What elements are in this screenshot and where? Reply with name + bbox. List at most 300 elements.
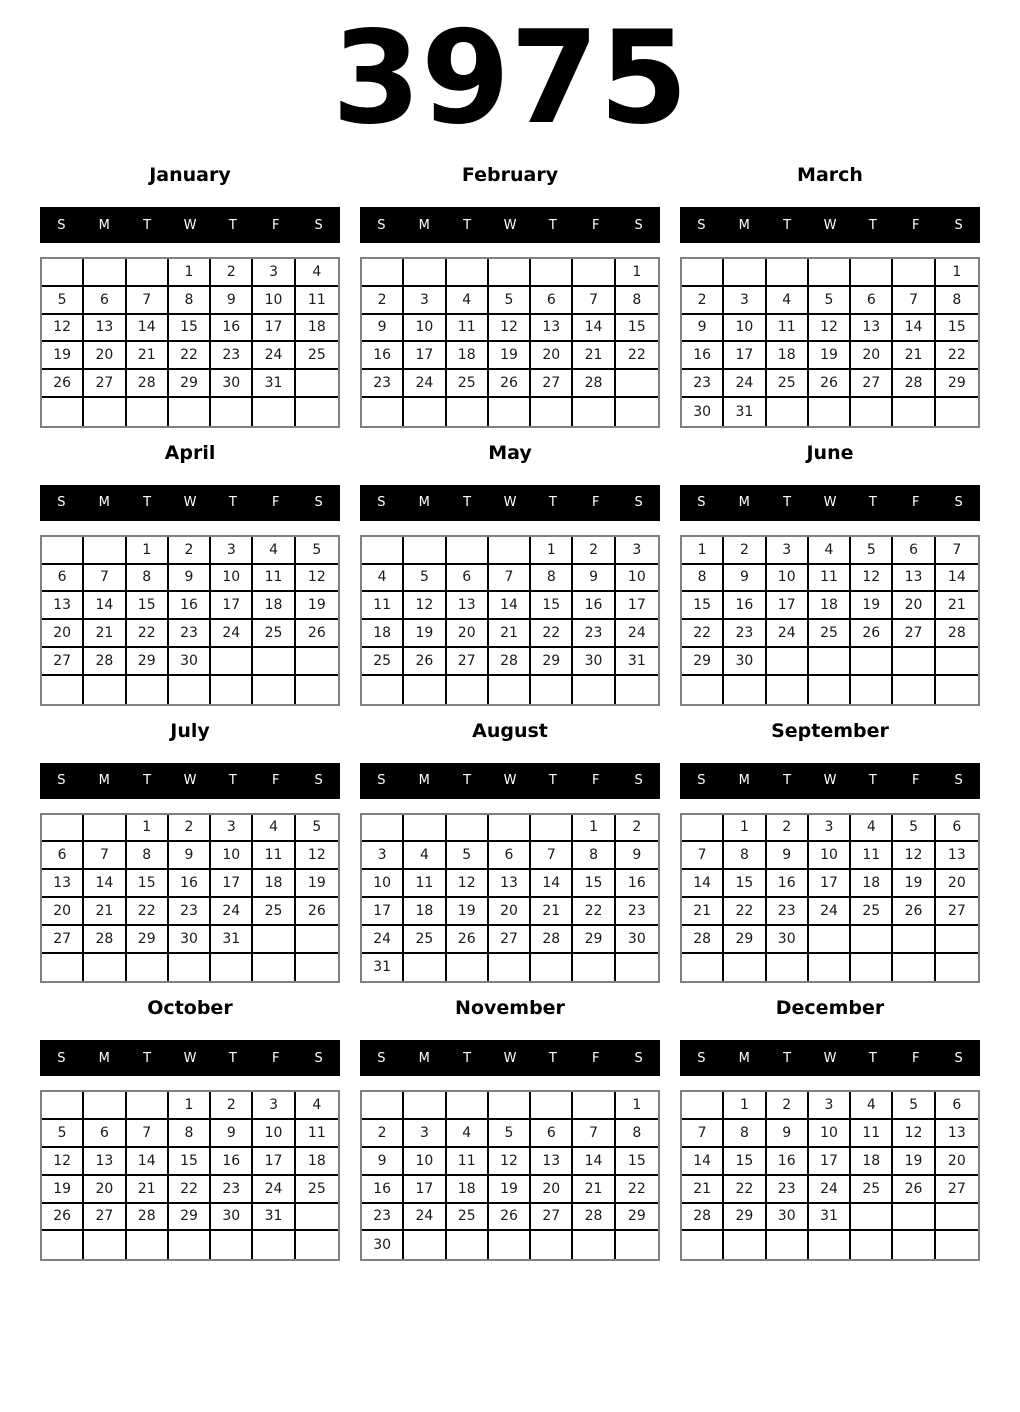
day-cell: 6 xyxy=(936,815,978,843)
weekday-header-row xyxy=(680,207,980,243)
day-cell-empty xyxy=(531,954,573,982)
day-cell: 5 xyxy=(893,1092,935,1120)
weekday-label: T xyxy=(783,217,792,233)
day-cell: 12 xyxy=(893,842,935,870)
day-cell: 23 xyxy=(724,620,766,648)
day-cell: 9 xyxy=(211,287,253,315)
day-cell: 21 xyxy=(127,342,169,370)
day-cell: 22 xyxy=(724,898,766,926)
day-cell: 3 xyxy=(404,1120,446,1148)
day-cell: 25 xyxy=(767,370,809,398)
day-cell: 21 xyxy=(489,620,531,648)
day-cell: 23 xyxy=(616,898,658,926)
weekday-label: F xyxy=(591,773,600,789)
day-cell: 7 xyxy=(682,842,724,870)
day-cell: 22 xyxy=(127,620,169,648)
day-cell: 11 xyxy=(253,842,295,870)
weekday-label: T xyxy=(868,495,877,511)
day-cell: 19 xyxy=(851,592,893,620)
day-cell: 22 xyxy=(169,342,211,370)
weekday-label: S xyxy=(634,217,643,233)
day-cell: 3 xyxy=(253,1092,295,1120)
day-cell: 16 xyxy=(724,592,766,620)
day-cell: 22 xyxy=(573,898,615,926)
day-cell: 26 xyxy=(296,620,338,648)
day-cell: 18 xyxy=(851,870,893,898)
day-grid xyxy=(680,535,980,706)
weekday-label: F xyxy=(271,217,280,233)
day-cell-empty xyxy=(127,676,169,704)
day-cell-empty xyxy=(682,1092,724,1120)
day-cell: 28 xyxy=(682,1204,724,1232)
day-cell: 26 xyxy=(809,370,851,398)
day-cell-empty xyxy=(616,1231,658,1259)
day-cell: 1 xyxy=(616,259,658,287)
day-cell: 20 xyxy=(489,898,531,926)
day-cell: 5 xyxy=(296,815,338,843)
day-cell: 2 xyxy=(362,287,404,315)
day-cell-empty xyxy=(404,398,446,426)
day-cell: 21 xyxy=(84,898,126,926)
weekday-label: W xyxy=(503,495,517,511)
day-cell: 27 xyxy=(84,1204,126,1232)
day-cell: 6 xyxy=(42,842,84,870)
day-cell-empty xyxy=(84,537,126,565)
day-cell: 14 xyxy=(682,1148,724,1176)
day-cell: 31 xyxy=(253,1204,295,1232)
day-cell: 4 xyxy=(296,1092,338,1120)
day-cell-empty xyxy=(893,398,935,426)
day-cell-empty xyxy=(362,1092,404,1120)
day-cell: 18 xyxy=(447,342,489,370)
day-cell: 1 xyxy=(616,1092,658,1120)
day-cell: 29 xyxy=(127,648,169,676)
day-cell-empty xyxy=(936,1231,978,1259)
day-cell: 8 xyxy=(573,842,615,870)
day-cell: 7 xyxy=(531,842,573,870)
weekday-label: M xyxy=(98,217,110,233)
day-cell-empty xyxy=(682,259,724,287)
day-cell: 20 xyxy=(851,342,893,370)
day-cell: 5 xyxy=(489,287,531,315)
weekday-label: T xyxy=(463,1050,472,1066)
day-cell: 18 xyxy=(253,870,295,898)
day-cell: 20 xyxy=(447,620,489,648)
day-cell: 7 xyxy=(573,1120,615,1148)
day-cell: 30 xyxy=(724,648,766,676)
month-august xyxy=(360,721,660,984)
day-cell: 22 xyxy=(936,342,978,370)
day-cell: 8 xyxy=(127,565,169,593)
weekday-label: S xyxy=(954,1050,963,1066)
day-cell: 27 xyxy=(447,648,489,676)
day-cell: 15 xyxy=(936,315,978,343)
day-cell: 4 xyxy=(296,259,338,287)
day-cell: 24 xyxy=(404,1204,446,1232)
day-cell: 18 xyxy=(809,592,851,620)
weekday-label: M xyxy=(418,1050,430,1066)
day-cell: 15 xyxy=(169,1148,211,1176)
weekday-label: T xyxy=(463,495,472,511)
day-cell-empty xyxy=(682,954,724,982)
day-cell: 9 xyxy=(169,565,211,593)
weekday-label: M xyxy=(738,495,750,511)
day-cell-empty xyxy=(127,1231,169,1259)
day-cell: 13 xyxy=(42,592,84,620)
day-cell: 13 xyxy=(851,315,893,343)
weekday-label: T xyxy=(868,217,877,233)
weekday-label: S xyxy=(954,773,963,789)
day-cell-empty xyxy=(447,1092,489,1120)
day-cell-empty xyxy=(296,370,338,398)
day-cell: 15 xyxy=(724,1148,766,1176)
day-cell: 27 xyxy=(489,926,531,954)
day-cell: 29 xyxy=(169,1204,211,1232)
day-cell: 30 xyxy=(767,926,809,954)
day-cell-empty xyxy=(936,398,978,426)
day-cell: 7 xyxy=(682,1120,724,1148)
month-title: September xyxy=(771,719,889,742)
day-cell: 19 xyxy=(42,1176,84,1204)
weekday-header-row xyxy=(360,1040,660,1076)
weekday-label: T xyxy=(463,217,472,233)
month-april xyxy=(40,443,340,706)
day-cell: 19 xyxy=(893,870,935,898)
day-cell-empty xyxy=(42,259,84,287)
day-cell-empty xyxy=(127,259,169,287)
day-cell-empty xyxy=(936,954,978,982)
day-cell-empty xyxy=(84,815,126,843)
day-cell: 20 xyxy=(84,1176,126,1204)
day-cell: 10 xyxy=(404,315,446,343)
weekday-label: T xyxy=(548,217,557,233)
day-cell: 8 xyxy=(169,287,211,315)
day-cell-empty xyxy=(489,954,531,982)
day-cell: 25 xyxy=(447,370,489,398)
day-cell-empty xyxy=(447,815,489,843)
day-cell: 24 xyxy=(253,342,295,370)
day-cell-empty xyxy=(851,259,893,287)
day-cell: 22 xyxy=(127,898,169,926)
day-cell: 6 xyxy=(84,287,126,315)
weekday-label: S xyxy=(634,495,643,511)
day-cell: 5 xyxy=(296,537,338,565)
day-cell: 20 xyxy=(531,342,573,370)
weekday-label: F xyxy=(271,1050,280,1066)
day-cell-empty xyxy=(404,954,446,982)
day-cell-empty xyxy=(851,954,893,982)
day-cell-empty xyxy=(296,954,338,982)
day-cell-empty xyxy=(404,676,446,704)
month-july xyxy=(40,721,340,984)
day-grid xyxy=(680,1090,980,1261)
weekday-label: T xyxy=(783,495,792,511)
day-cell: 31 xyxy=(616,648,658,676)
day-cell: 15 xyxy=(616,315,658,343)
weekday-label: T xyxy=(228,773,237,789)
day-cell: 19 xyxy=(893,1148,935,1176)
day-cell-empty xyxy=(809,926,851,954)
day-cell: 26 xyxy=(296,898,338,926)
weekday-label: M xyxy=(98,495,110,511)
weekday-header-row xyxy=(40,763,340,799)
day-cell: 27 xyxy=(42,926,84,954)
weekday-label: F xyxy=(271,495,280,511)
day-cell: 14 xyxy=(893,315,935,343)
day-cell-empty xyxy=(724,259,766,287)
day-cell: 17 xyxy=(253,1148,295,1176)
day-cell: 21 xyxy=(893,342,935,370)
month-january xyxy=(40,165,340,428)
day-cell-empty xyxy=(936,926,978,954)
day-cell: 10 xyxy=(767,565,809,593)
day-cell: 31 xyxy=(362,954,404,982)
day-cell: 8 xyxy=(936,287,978,315)
day-cell: 13 xyxy=(84,315,126,343)
day-cell: 7 xyxy=(936,537,978,565)
day-cell: 3 xyxy=(253,259,295,287)
day-cell: 21 xyxy=(682,1176,724,1204)
day-cell: 29 xyxy=(169,370,211,398)
day-cell-empty xyxy=(447,537,489,565)
day-cell: 17 xyxy=(211,592,253,620)
day-cell: 1 xyxy=(127,537,169,565)
year-title: 3975 xyxy=(331,4,689,153)
weekday-label: T xyxy=(783,773,792,789)
weekday-label: T xyxy=(868,773,877,789)
day-cell-empty xyxy=(127,398,169,426)
day-cell: 26 xyxy=(489,1204,531,1232)
day-cell-empty xyxy=(851,398,893,426)
day-cell: 16 xyxy=(362,1176,404,1204)
weekday-label: S xyxy=(57,495,66,511)
day-cell-empty xyxy=(447,259,489,287)
month-title: March xyxy=(797,164,863,186)
day-cell: 12 xyxy=(42,315,84,343)
day-cell-empty xyxy=(893,676,935,704)
weekday-label: M xyxy=(98,1050,110,1066)
day-cell-empty xyxy=(767,954,809,982)
day-cell: 23 xyxy=(362,1204,404,1232)
day-cell: 16 xyxy=(682,342,724,370)
day-cell: 13 xyxy=(42,870,84,898)
weekday-header-row xyxy=(40,207,340,243)
day-cell: 20 xyxy=(936,870,978,898)
day-cell: 11 xyxy=(404,870,446,898)
day-cell: 1 xyxy=(682,537,724,565)
day-cell-empty xyxy=(531,1092,573,1120)
day-cell: 8 xyxy=(724,842,766,870)
day-cell: 4 xyxy=(767,287,809,315)
day-cell: 16 xyxy=(362,342,404,370)
weekday-label: M xyxy=(418,495,430,511)
day-cell: 6 xyxy=(851,287,893,315)
day-cell-empty xyxy=(851,926,893,954)
day-cell: 11 xyxy=(362,592,404,620)
weekday-label: T xyxy=(548,773,557,789)
day-cell: 25 xyxy=(851,1176,893,1204)
day-cell: 21 xyxy=(127,1176,169,1204)
day-cell: 21 xyxy=(84,620,126,648)
weekday-label: S xyxy=(314,495,323,511)
day-cell: 22 xyxy=(616,342,658,370)
day-cell-empty xyxy=(84,1231,126,1259)
day-cell: 22 xyxy=(531,620,573,648)
day-cell: 13 xyxy=(936,1120,978,1148)
day-cell-empty xyxy=(616,954,658,982)
day-cell-empty xyxy=(767,1231,809,1259)
day-cell: 10 xyxy=(809,1120,851,1148)
day-cell: 23 xyxy=(211,342,253,370)
day-cell-empty xyxy=(682,676,724,704)
day-cell: 3 xyxy=(362,842,404,870)
day-cell: 16 xyxy=(767,1148,809,1176)
day-cell: 2 xyxy=(211,259,253,287)
day-cell: 12 xyxy=(296,565,338,593)
day-cell-empty xyxy=(211,676,253,704)
day-cell: 2 xyxy=(362,1120,404,1148)
day-cell-empty xyxy=(362,537,404,565)
day-cell: 14 xyxy=(573,1148,615,1176)
day-grid xyxy=(40,1090,340,1261)
day-cell: 21 xyxy=(531,898,573,926)
weekday-label: S xyxy=(377,1050,386,1066)
month-title: June xyxy=(806,441,854,464)
day-cell: 4 xyxy=(253,537,295,565)
day-cell-empty xyxy=(767,676,809,704)
weekday-label: W xyxy=(183,773,197,789)
day-cell: 6 xyxy=(936,1092,978,1120)
day-cell-empty xyxy=(893,259,935,287)
day-cell-empty xyxy=(84,398,126,426)
day-cell-empty xyxy=(447,398,489,426)
day-cell-empty xyxy=(936,1204,978,1232)
day-cell: 30 xyxy=(616,926,658,954)
day-cell: 13 xyxy=(447,592,489,620)
day-cell: 10 xyxy=(211,842,253,870)
day-cell: 14 xyxy=(84,592,126,620)
day-cell: 21 xyxy=(573,342,615,370)
day-cell: 3 xyxy=(809,815,851,843)
day-cell: 15 xyxy=(127,870,169,898)
weekday-label: T xyxy=(143,217,152,233)
day-cell: 28 xyxy=(84,926,126,954)
day-cell: 1 xyxy=(724,815,766,843)
day-cell: 24 xyxy=(616,620,658,648)
day-cell: 14 xyxy=(127,1148,169,1176)
day-cell: 9 xyxy=(573,565,615,593)
day-cell: 8 xyxy=(682,565,724,593)
weekday-label: F xyxy=(271,773,280,789)
day-cell: 30 xyxy=(573,648,615,676)
weekday-label: W xyxy=(503,217,517,233)
day-cell-empty xyxy=(809,648,851,676)
day-cell: 9 xyxy=(767,1120,809,1148)
day-cell: 1 xyxy=(573,815,615,843)
day-cell: 7 xyxy=(573,287,615,315)
day-cell: 28 xyxy=(127,370,169,398)
month-october xyxy=(40,998,340,1261)
day-cell-empty xyxy=(767,259,809,287)
day-cell: 11 xyxy=(253,565,295,593)
day-cell-empty xyxy=(724,954,766,982)
day-cell: 21 xyxy=(682,898,724,926)
day-cell: 24 xyxy=(724,370,766,398)
day-cell: 10 xyxy=(362,870,404,898)
day-cell-empty xyxy=(253,676,295,704)
weekday-label: T xyxy=(868,1050,877,1066)
weekday-label: S xyxy=(377,773,386,789)
day-cell-empty xyxy=(127,1092,169,1120)
day-cell: 30 xyxy=(211,1204,253,1232)
day-cell-empty xyxy=(489,1231,531,1259)
month-title: October xyxy=(147,997,233,1020)
weekday-label: F xyxy=(591,217,600,233)
day-cell: 17 xyxy=(362,898,404,926)
day-cell: 26 xyxy=(447,926,489,954)
day-cell: 3 xyxy=(767,537,809,565)
weekday-label: T xyxy=(548,495,557,511)
day-cell: 16 xyxy=(211,315,253,343)
day-cell: 13 xyxy=(893,565,935,593)
day-cell: 13 xyxy=(84,1148,126,1176)
day-cell: 8 xyxy=(724,1120,766,1148)
day-cell-empty xyxy=(767,648,809,676)
day-cell-empty xyxy=(489,815,531,843)
day-cell: 14 xyxy=(489,592,531,620)
day-cell: 2 xyxy=(169,815,211,843)
day-cell-empty xyxy=(893,1204,935,1232)
day-cell: 23 xyxy=(767,1176,809,1204)
day-cell: 18 xyxy=(851,1148,893,1176)
day-cell: 10 xyxy=(404,1148,446,1176)
weekday-label: T xyxy=(228,1050,237,1066)
weekday-header-row xyxy=(680,763,980,799)
day-cell: 29 xyxy=(724,926,766,954)
day-cell: 9 xyxy=(362,315,404,343)
weekday-label: T xyxy=(783,1050,792,1066)
weekday-label: W xyxy=(823,495,837,511)
weekday-label: W xyxy=(183,217,197,233)
day-cell-empty xyxy=(851,1231,893,1259)
day-grid xyxy=(680,813,980,984)
day-cell: 16 xyxy=(169,592,211,620)
day-cell: 11 xyxy=(851,1120,893,1148)
day-cell: 6 xyxy=(84,1120,126,1148)
day-cell-empty xyxy=(447,676,489,704)
day-cell: 20 xyxy=(936,1148,978,1176)
day-cell: 25 xyxy=(296,342,338,370)
day-cell: 23 xyxy=(211,1176,253,1204)
day-cell: 19 xyxy=(296,592,338,620)
day-cell: 12 xyxy=(447,870,489,898)
day-cell-empty xyxy=(724,676,766,704)
day-cell: 23 xyxy=(169,620,211,648)
day-cell-empty xyxy=(489,1092,531,1120)
weekday-label: M xyxy=(418,217,430,233)
day-cell: 16 xyxy=(169,870,211,898)
day-cell-empty xyxy=(84,954,126,982)
day-cell: 27 xyxy=(531,370,573,398)
day-cell: 15 xyxy=(724,870,766,898)
weekday-label: W xyxy=(823,1050,837,1066)
day-cell: 18 xyxy=(296,315,338,343)
day-cell: 16 xyxy=(767,870,809,898)
weekday-label: S xyxy=(57,1050,66,1066)
day-cell: 14 xyxy=(573,315,615,343)
day-cell: 15 xyxy=(531,592,573,620)
day-cell: 16 xyxy=(211,1148,253,1176)
